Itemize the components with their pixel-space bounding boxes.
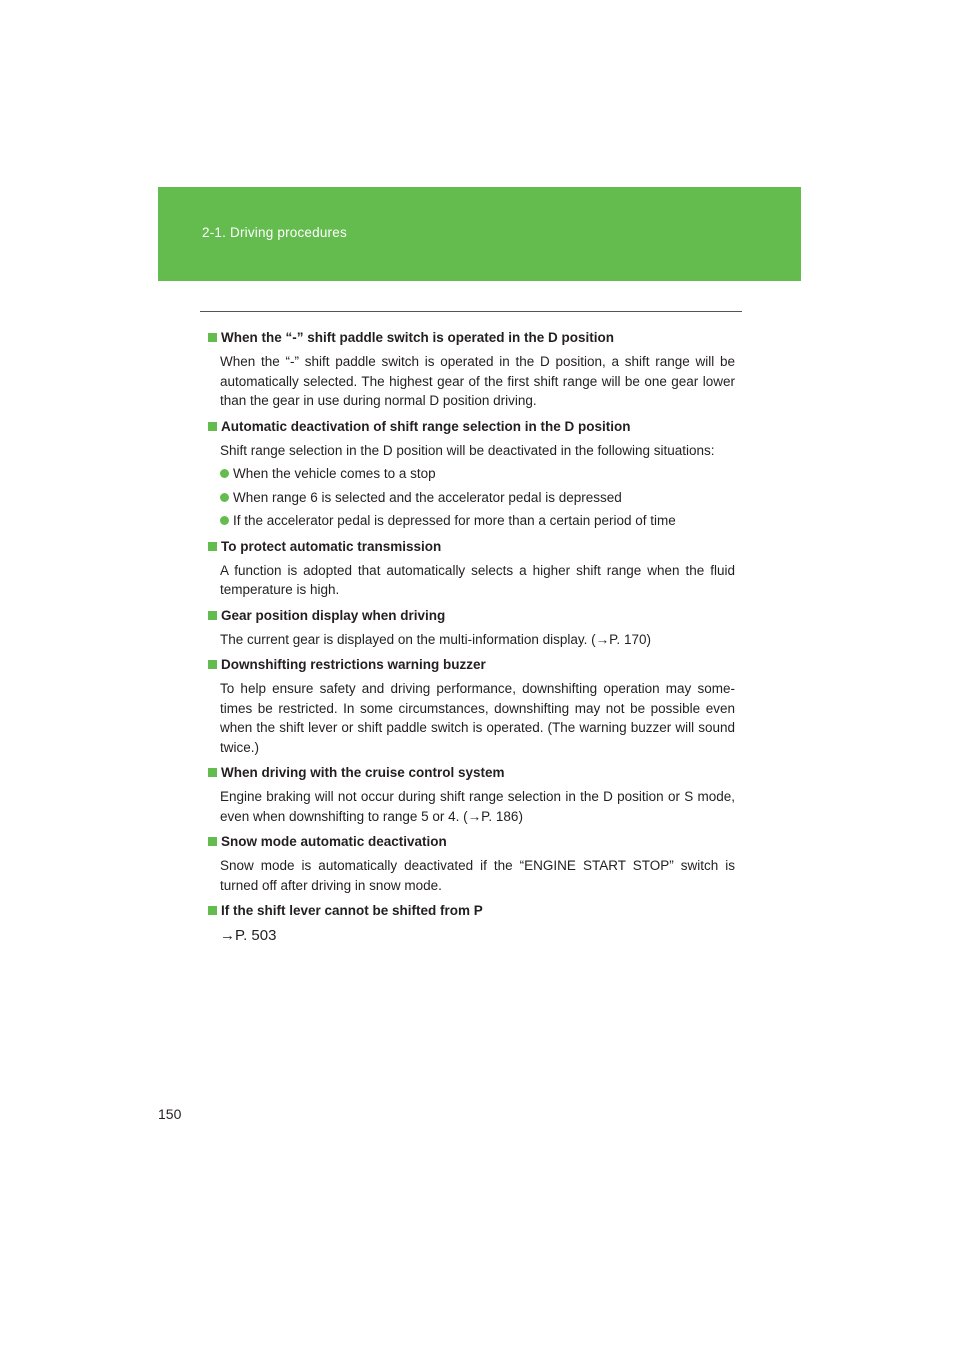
section-auto-deactivation	[208, 417, 735, 531]
section-header-band	[158, 187, 801, 281]
square-bullet-icon	[208, 660, 217, 669]
section-downshift-buzzer	[208, 655, 735, 757]
section-text: When the “-” shift paddle switch is operated in the D position, a shift range will be automatically selected. The highest gear of the first shift range will be one gear lower than the gear in use during normal D position driving.	[220, 354, 735, 408]
circle-bullet-icon	[220, 516, 229, 525]
section-heading: Automatic deactivation of shift range selection in the D position	[208, 417, 735, 437]
list-item: When range 6 is selected and the accelerator pedal is depressed	[208, 488, 735, 508]
section-protect-transmission	[208, 537, 735, 600]
section-shift-lever-p	[208, 901, 735, 947]
circle-bullet-icon	[220, 493, 229, 502]
section-title: 2-1. Driving procedures	[202, 225, 347, 240]
page-number: 150	[158, 1106, 182, 1122]
square-bullet-icon	[208, 837, 217, 846]
square-bullet-icon	[208, 422, 217, 431]
list-item: If the accelerator pedal is depressed for more than a certain period of time	[208, 511, 735, 531]
section-text: Snow mode is automatically deactivated if the “ENGINE START STOP” switch is turned off after driving in snow mode.	[220, 858, 735, 893]
section-heading: Downshifting restrictions warning buzzer	[208, 655, 735, 675]
section-cruise-control	[208, 763, 735, 826]
square-bullet-icon	[208, 906, 217, 915]
square-bullet-icon	[208, 611, 217, 620]
page-reference: →P. 503	[220, 927, 277, 944]
page-content	[208, 328, 735, 953]
section-text: To help ensure safety and driving performance, downshifting operation may some-times be restricted. In some circumstances, downshifting may not be possible even when the shift lever or shift paddle switch is operated. (The warning buzzer will sound twice.)	[220, 681, 735, 755]
circle-bullet-icon	[220, 469, 229, 478]
divider-rule	[200, 311, 742, 312]
section-heading: To protect automatic transmission	[208, 537, 735, 557]
section-paddle-switch	[208, 328, 735, 411]
section-text: The current gear is displayed on the multi-information display. (→P. 170)	[220, 631, 651, 647]
section-heading: When driving with the cruise control system	[208, 763, 735, 783]
section-text: A function is adopted that automatically selects a higher shift range when the fluid temperature is high.	[220, 562, 735, 597]
list-item: When the vehicle comes to a stop	[208, 464, 735, 484]
section-heading: Snow mode automatic deactivation	[208, 832, 735, 852]
square-bullet-icon	[208, 333, 217, 342]
section-text: Shift range selection in the D position will be deactivated in the following situations:	[220, 442, 715, 458]
square-bullet-icon	[208, 768, 217, 777]
section-heading: If the shift lever cannot be shifted from P	[208, 901, 735, 921]
section-gear-display	[208, 606, 735, 650]
section-text: Engine braking will not occur during shift range selection in the D position or S mode, even when downshifting to range 5 or 4. (→P. 186)	[220, 789, 735, 824]
square-bullet-icon	[208, 542, 217, 551]
section-snow-mode	[208, 832, 735, 895]
section-heading: Gear position display when driving	[208, 606, 735, 626]
section-heading: When the “-” shift paddle switch is operated in the D position	[208, 328, 735, 348]
